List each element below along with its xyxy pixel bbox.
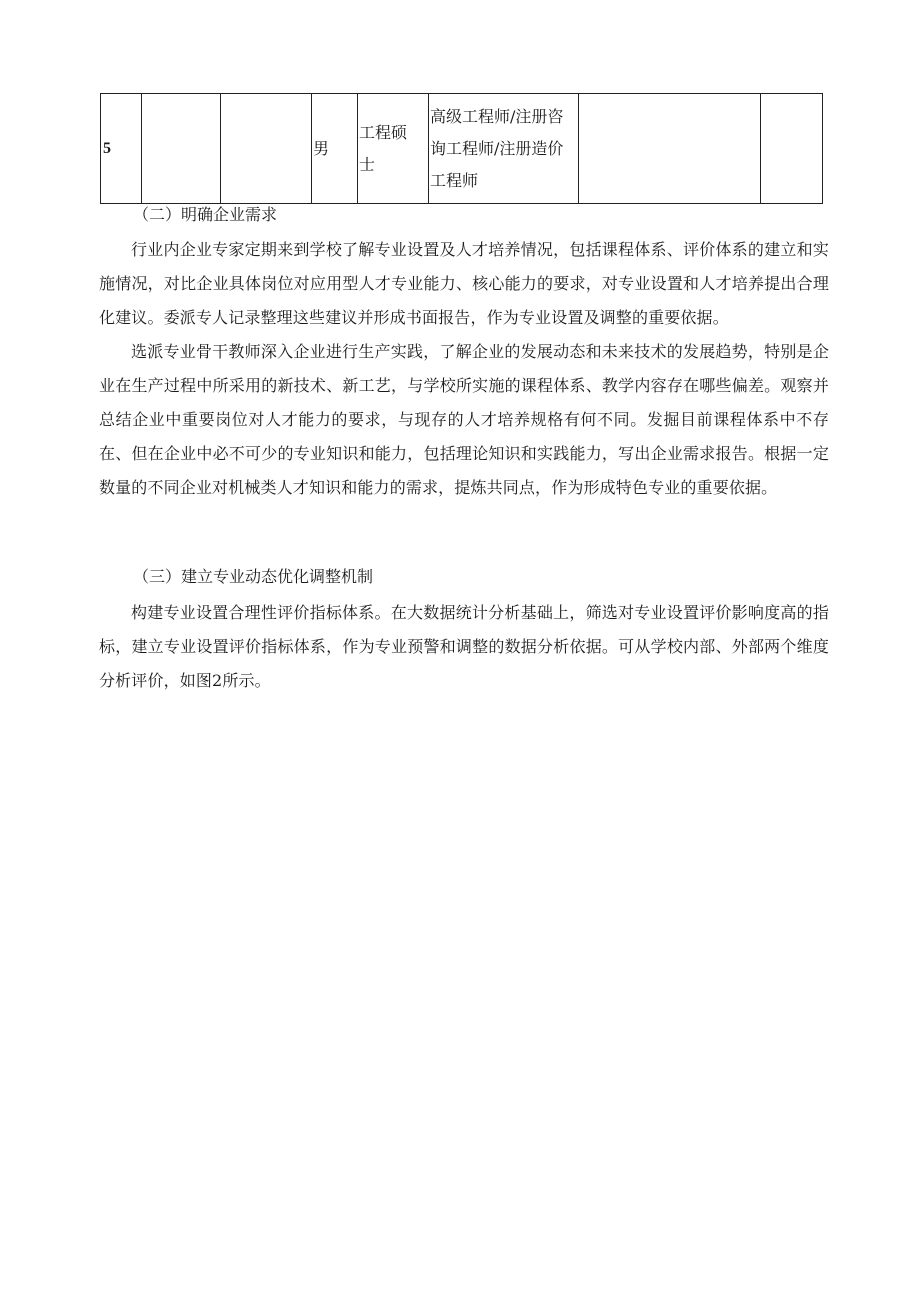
section-2-paragraph-2: 选派专业骨干教师深入企业进行生产实践，了解企业的发展动态和未来技术的发展趋势，特别是企业在生产过程中所采用的新技术、新工艺，与学校所实施的课程体系、教学内容存在哪些偏差。观察并总结企业中重要岗位对人才能力的要求，与现存的人才培养规格有何不同。发掘目前课程体系中不存在、但在企业中必不可少的专业知识和能力，包括理论知识和实践能力，写出企业需求报告。根据一定数量的不同企业对机械类人才知识和能力的需求，提炼共同点，作为形成特色专业的重要依据。 bbox=[99, 342, 829, 497]
section-3-body bbox=[99, 596, 829, 698]
section-2-body bbox=[99, 233, 829, 505]
section-2-paragraph-1: 行业内企业专家定期来到学校了解专业设置及人才培养情况，包括课程体系、评价体系的建立和实施情况，对比企业具体岗位对应用型人才专业能力、核心能力的要求，对专业设置和人才培养提出合理化建议。委派专人记录整理这些建议并形成书面报告，作为专业设置及调整的重要依据。 bbox=[99, 240, 829, 327]
staff-table bbox=[100, 93, 823, 204]
section-3-heading: （三）建立专业动态优化调整机制 bbox=[133, 567, 374, 586]
title-line-2: 询工程师/注册造价 bbox=[430, 138, 564, 158]
cell-blank-2 bbox=[142, 94, 221, 204]
section-3-paragraph-1: 构建专业设置合理性评价指标体系。在大数据统计分析基础上，筛选对专业设置评价影响度高的指标，建立专业设置评价指标体系，作为专业预警和调整的数据分析依据。可从学校内部、外部两个维度分析评价，如图2所示。 bbox=[99, 603, 829, 690]
title-line-1: 高级工程师/注册咨 bbox=[430, 106, 564, 126]
degree-line-1: 工程硕 bbox=[359, 122, 408, 142]
staff-table-fragment bbox=[100, 93, 822, 204]
degree-line-2: 士 bbox=[359, 154, 376, 174]
cell-professional-title bbox=[429, 94, 579, 204]
table-row bbox=[101, 94, 823, 204]
cell-gender: 男 bbox=[312, 94, 358, 204]
cell-degree bbox=[358, 94, 429, 204]
title-line-3: 工程师 bbox=[430, 170, 479, 190]
section-2-heading: （二）明确企业需求 bbox=[133, 205, 278, 224]
cell-blank-3 bbox=[221, 94, 312, 204]
cell-number: 5 bbox=[101, 94, 142, 204]
cell-blank-7 bbox=[579, 94, 761, 204]
cell-blank-8 bbox=[761, 94, 823, 204]
